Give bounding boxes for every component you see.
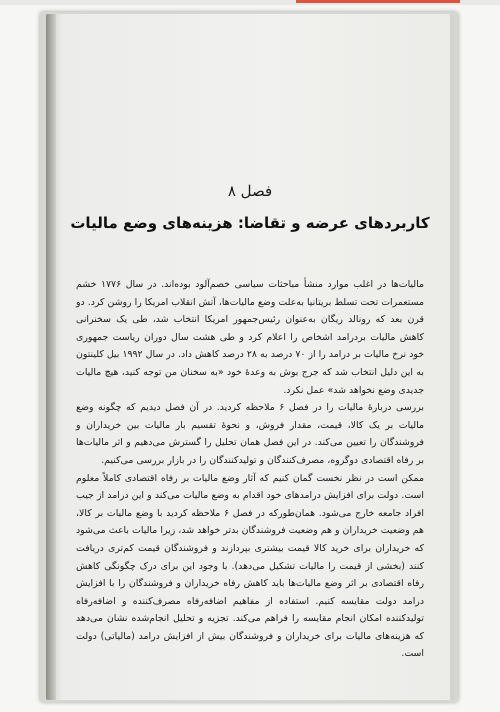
chapter-number: فصل ۸ <box>227 182 273 200</box>
paragraph: مالیات‌ها در اغلب موارد منشأ مباحثات سیاسی خصم‌آلود بوده‌اند. در سال ۱۷۷۶ خشم مستعمرات تحت تسلط بریتانیا به‌علت وضع مالیات‌ها، آتش انقلاب امریکا را روشن کرد. دو قرن بعد که رونالد ریگان به‌عنوان رئیس‌جمهور امریکا انتخاب شد، طی یک سخنرانی کاهش مالیات بردرامد اشخاص را اعلام کرد و طی هشت سال دوران ریاست جمهوری خود نرخ مالیات بر درامد را از ۷۰ درصد به ۲۸ درصد کاهش داد. در سال ۱۹۹۲ بیل کلینتون به این دلیل انتخاب شد که جرج بوش به وعدهٔ خود «به سخنان من توجه کنید، هیچ مالیات جدیدی وضع نخواهد شد» عمل نکرد. <box>76 279 425 396</box>
chapter-body <box>76 276 424 663</box>
chapter-title: کاربردهای عرضه و تقاضا: هزینه‌های وضع مالیات <box>70 214 430 232</box>
page-edge <box>450 14 454 700</box>
top-accent-bar <box>296 0 460 3</box>
paragraph: بررسی دربارهٔ مالیات را در فصل ۶ ملاحظه کردید. در آن فصل دیدیم که چگونه وضع مالیات بر یک کالا، قیمت، مقدار فروش، و نحوهٔ تقسیم بار مالیات بین خریداران و فروشندگان را تعیین می‌کند. در این فصل همان تحلیل را گسترش می‌دهیم و اثر مالیات‌ها بر رفاه اقتصادی دوگروه، مصرف‌کنندگان و تولیدکنندگان را در بازار بررسی می‌کنیم. <box>76 402 424 466</box>
book-page <box>46 14 454 700</box>
book-page-photo <box>40 12 458 702</box>
paragraph: ممکن است در نظر نخست گمان کنیم که آثار وضع مالیات بر رفاه اقتصادی کاملاً معلوم است. دولت برای افزایش درامدهای خود اقدام به وضع مالیات می‌کند و این درامد از جیب افراد جامعه خارج می‌شود. همان‌طورکه در فصل ۶ ملاحظه کردید با وضع مالیات بر کالا، هم وضعیت خریداران و هم وضعیت فروشندگان بدتر خواهد شد، زیرا مالیات باعث می‌شود که خریداران برای خرید کالا قیمت بیشتری بپردازند و فروشندگان قیمت کم‌تری دریافت کنند (بخشی از قیمت را مالیات تشکیل می‌دهد). با وجود این برای درک چگونگی کاهش رفاه اقتصادی بر اثر وضع مالیات‌ها باید کاهش رفاه خریداران و فروشندگان را با افزایش درامد دولت مقایسه کنیم. استفاده از مفاهیم اضافه‌رفاه مصرف‌کننده و اضافه‌رفاه تولیدکننده امکان انجام مقایسه را فراهم می‌کند. تجزیه و تحلیل انجام‌شده نشان می‌دهد که هزینه‌های مالیات برای خریداران و فروشندگان بیش از افزایش درامد (مالیاتی) دولت است. <box>76 472 424 660</box>
page-spine-shadow <box>46 14 56 700</box>
